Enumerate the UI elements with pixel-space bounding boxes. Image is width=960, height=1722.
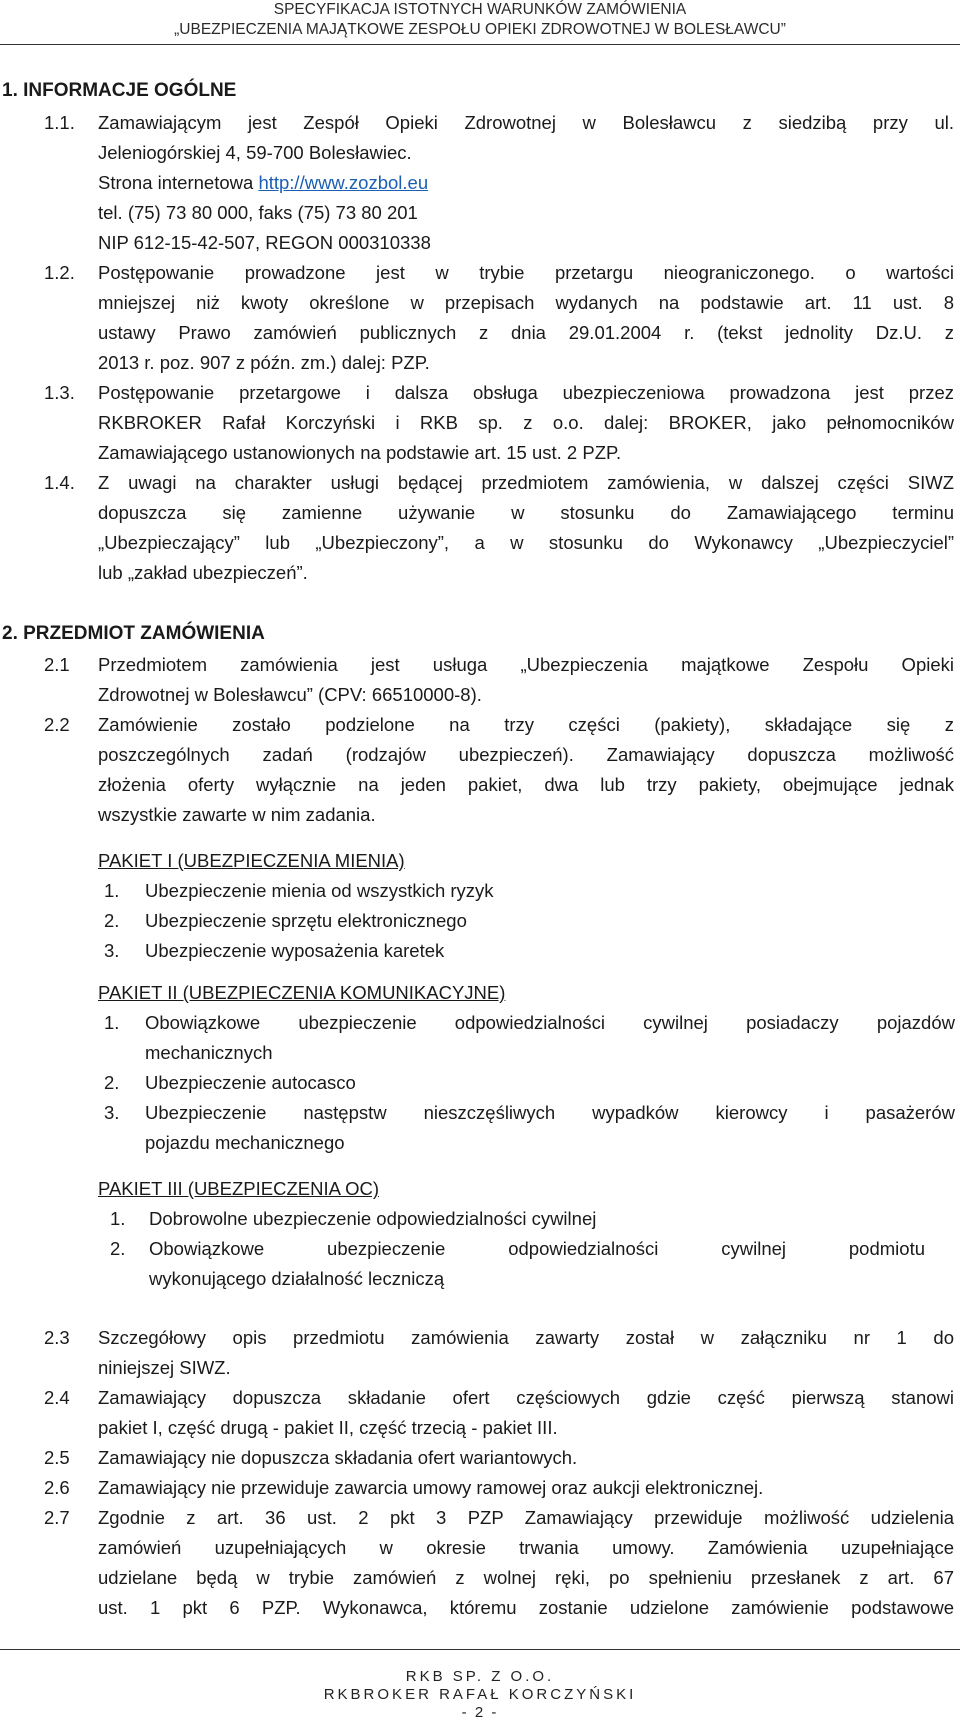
paragraph-line: Przedmiotem zamówienia jest usługa „Ubezpieczenia majątkowe Zespołu Opieki — [98, 654, 954, 675]
website-line — [98, 171, 428, 195]
list-item-number: 3. — [104, 1102, 120, 1123]
header-title-line1: SPECYFIKACJA ISTOTNYCH WARUNKÓW ZAMÓWIENIA — [273, 1, 687, 18]
list-item-number: 1. — [110, 1208, 126, 1229]
list-item: Ubezpieczenie autocasco — [145, 1072, 356, 1093]
paragraph-number: 1.3. — [44, 382, 75, 403]
paragraph-line: Jeleniogórskiej 4, 59-700 Bolesławiec. — [98, 142, 412, 163]
paragraph-line: ust. 1 pkt 6 PZP. Wykonawca, któremu zostanie udzielone zamówienie podstawowe — [98, 1597, 954, 1618]
list-item: Ubezpieczenie mienia od wszystkich ryzyk — [145, 880, 494, 901]
paragraph-line: „Ubezpieczający” lub „Ubezpieczony”, a w stosunku do Wykonawcy „Ubezpieczyciel” — [98, 532, 954, 553]
paragraph-number: 1.4. — [44, 472, 75, 493]
paragraph-number: 2.6 — [44, 1477, 70, 1498]
paragraph-line: Zdrowotnej w Bolesławcu” (CPV: 66510000-8). — [98, 684, 482, 705]
header-divider — [0, 44, 960, 45]
footer-divider — [0, 1649, 960, 1650]
paragraph-number: 2.1 — [44, 654, 70, 675]
website-label: Strona internetowa — [98, 172, 259, 193]
paragraph-line: ustawy Prawo zamówień publicznych z dnia 29.01.2004 r. (tekst jednolity Dz.U. z — [98, 322, 954, 343]
page-number: - 2 - — [461, 1704, 499, 1721]
paragraph-line: Zamawiający dopuszcza składanie ofert częściowych gdzie część pierwszą stanowi — [98, 1387, 954, 1408]
nip-regon-line: NIP 612-15-42-507, REGON 000310338 — [98, 232, 431, 253]
paragraph-line: Zgodnie z art. 36 ust. 2 pkt 3 PZP Zamawiający przewiduje możliwość udzielenia — [98, 1507, 954, 1528]
paragraph-line: lub „zakład ubezpieczeń”. — [98, 562, 308, 583]
list-item: Ubezpieczenie następstw nieszczęśliwych wypadków kierowcy i pasażerów — [145, 1102, 955, 1123]
list-item-number: 1. — [104, 1012, 120, 1033]
paragraph-number: 2.2 — [44, 714, 70, 735]
paragraph-line: niniejszej SIWZ. — [98, 1357, 231, 1378]
paragraph-number: 1.1. — [44, 112, 75, 133]
paragraph-line: Zamawiający nie dopuszcza składania ofert wariantowych. — [98, 1447, 578, 1468]
paragraph-number: 1.2. — [44, 262, 75, 283]
list-item-number: 2. — [110, 1238, 126, 1259]
list-item-continued: mechanicznych — [145, 1042, 273, 1063]
pakiet-title: PAKIET I (UBEZPIECZENIA MIENIA) — [98, 850, 405, 871]
list-item-number: 2. — [104, 1072, 120, 1093]
paragraph-line: poszczególnych zadań (rodzajów ubezpieczeń). Zamawiający dopuszcza możliwość — [98, 744, 954, 765]
paragraph-line: wszystkie zawarte w nim zadania. — [98, 804, 376, 825]
paragraph-line: Zamawiający nie przewiduje zawarcia umowy ramowej oraz aukcji elektronicznej. — [98, 1477, 764, 1498]
pakiet-title: PAKIET II (UBEZPIECZENIA KOMUNIKACYJNE) — [98, 982, 506, 1003]
paragraph-line: udzielane będą w trybie zamówień z wolnej ręki, po spełnieniu przesłanek z art. 67 — [98, 1567, 954, 1588]
website-link[interactable]: http://www.zozbol.eu — [258, 172, 429, 193]
paragraph-line: Z uwagi na charakter usługi będącej przedmiotem zamówienia, w dalszej części SIWZ — [98, 472, 954, 493]
list-item: Obowiązkowe ubezpieczenie odpowiedzialności cywilnej posiadaczy pojazdów — [145, 1012, 955, 1033]
paragraph-line: Zamawiającym jest Zespół Opieki Zdrowotnej w Bolesławcu z siedzibą przy ul. — [98, 112, 954, 133]
list-item: Ubezpieczenie sprzętu elektronicznego — [145, 910, 467, 931]
paragraph-line: 2013 r. poz. 907 z późn. zm.) dalej: PZP. — [98, 352, 430, 373]
list-item: Dobrowolne ubezpieczenie odpowiedzialności cywilnej — [149, 1208, 597, 1229]
footer-broker: RKBROKER RAFAŁ KORCZYŃSKI — [323, 1686, 637, 1703]
paragraph-line: RKBROKER Rafał Korczyński i RKB sp. z o.o. dalej: BROKER, jako pełnomocników — [98, 412, 954, 433]
list-item-number: 2. — [104, 910, 120, 931]
list-item: Obowiązkowe ubezpieczenie odpowiedzialności cywilnej podmiotu — [149, 1238, 925, 1259]
paragraph-line: Szczegółowy opis przedmiotu zamówienia zawarty został w załączniku nr 1 do — [98, 1327, 954, 1348]
pakiet-title: PAKIET III (UBEZPIECZENIA OC) — [98, 1178, 379, 1199]
paragraph-number: 2.5 — [44, 1447, 70, 1468]
paragraph-line: złożenia oferty wyłącznie na jeden pakiet, dwa lub trzy pakiety, obejmujące jednak — [98, 774, 954, 795]
paragraph-line: zamówień uzupełniających w okresie trwania umowy. Zamówienia uzupełniające — [98, 1537, 954, 1558]
paragraph-number: 2.3 — [44, 1327, 70, 1348]
section-heading: 1. INFORMACJE OGÓLNE — [2, 80, 237, 101]
paragraph-line: Postępowanie prowadzone jest w trybie przetargu nieograniczonego. o wartości — [98, 262, 954, 283]
phone-fax-line: tel. (75) 73 80 000, faks (75) 73 80 201 — [98, 202, 418, 223]
footer-company: RKB SP. Z O.O. — [405, 1668, 555, 1685]
section-heading: 2. PRZEDMIOT ZAMÓWIENIA — [2, 623, 265, 644]
list-item-continued: pojazdu mechanicznego — [145, 1132, 345, 1153]
header-title-line2: „UBEZPIECZENIA MAJĄTKOWE ZESPOŁU OPIEKI ZDROWOTNEJ W BOLESŁAWCU” — [174, 21, 786, 38]
paragraph-line: dopuszcza się zamienne używanie w stosunku do Zamawiającego terminu — [98, 502, 954, 523]
paragraph-line: mniejszej niż kwoty określone w przepisach wydanych na podstawie art. 11 ust. 8 — [98, 292, 954, 313]
paragraph-line: Postępowanie przetargowe i dalsza obsługa ubezpieczeniowa prowadzona jest przez — [98, 382, 954, 403]
list-item-number: 1. — [104, 880, 120, 901]
paragraph-number: 2.4 — [44, 1387, 70, 1408]
list-item: Ubezpieczenie wyposażenia karetek — [145, 940, 445, 961]
paragraph-line: pakiet I, część drugą - pakiet II, część trzecią - pakiet III. — [98, 1417, 558, 1438]
paragraph-line: Zamówienie zostało podzielone na trzy części (pakiety), składające się z — [98, 714, 954, 735]
list-item-number: 3. — [104, 940, 120, 961]
list-item-continued: wykonującego działalność leczniczą — [149, 1268, 445, 1289]
paragraph-line: Zamawiającego ustanowionych na podstawie art. 15 ust. 2 PZP. — [98, 442, 622, 463]
paragraph-number: 2.7 — [44, 1507, 70, 1528]
